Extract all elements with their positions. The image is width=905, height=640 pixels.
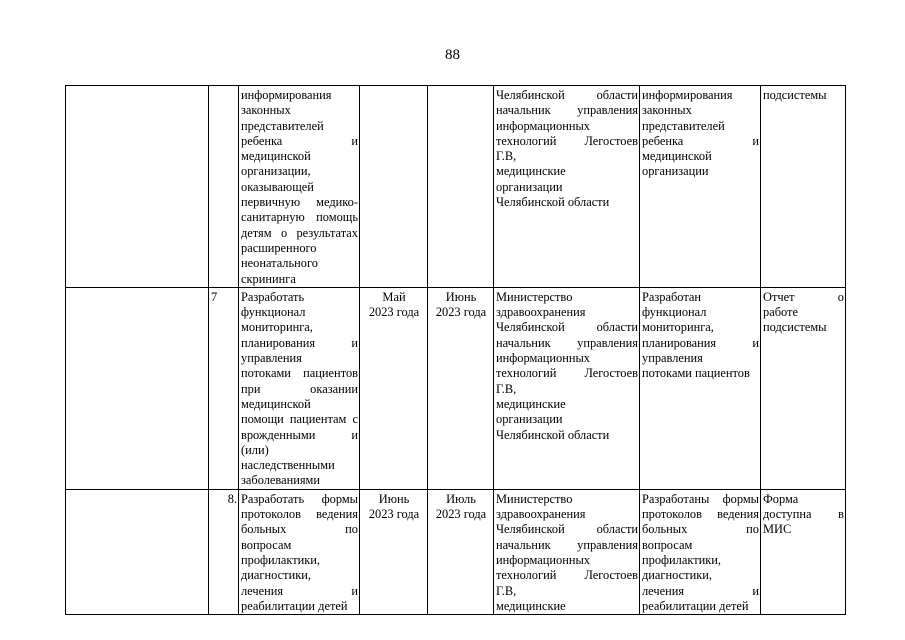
cell-line: больных по bbox=[241, 522, 358, 537]
task-cell bbox=[239, 287, 360, 489]
task-cell bbox=[239, 86, 360, 288]
report-cell bbox=[761, 287, 846, 489]
cell-line: Июль bbox=[446, 491, 476, 506]
cell-line: профилактики, bbox=[241, 552, 321, 567]
cell-line: санитарную помощь bbox=[241, 210, 358, 225]
cell-line: информирования bbox=[642, 88, 733, 102]
cell-line: законных bbox=[241, 103, 291, 118]
cell-line: планирования и bbox=[642, 335, 759, 350]
cell-line: Министерство bbox=[496, 289, 573, 304]
cell-line: функционал bbox=[241, 305, 306, 320]
cell-line: представителей bbox=[241, 118, 324, 133]
start-date-cell bbox=[360, 489, 428, 614]
cell-line: медицинские bbox=[496, 598, 566, 613]
cell-line: представителей bbox=[642, 118, 725, 133]
cell-line: начальник управления bbox=[496, 335, 638, 350]
responsible-cell bbox=[494, 489, 640, 614]
cell-line: Май bbox=[382, 289, 406, 304]
cell-line: наследственными bbox=[241, 458, 335, 473]
cell-line: информирования bbox=[241, 88, 332, 102]
cell-line: законных bbox=[642, 103, 692, 118]
cell-line: технологий Легостоев bbox=[496, 366, 638, 381]
responsible-cell bbox=[494, 86, 640, 288]
cell-line: ребенка и bbox=[241, 133, 358, 148]
cell-line: Разработать формы bbox=[241, 491, 358, 506]
cell-line: вопросам bbox=[642, 537, 693, 552]
cell-line: 2023 года bbox=[368, 507, 420, 522]
cell-line: мониторинга, bbox=[642, 320, 714, 335]
cell-line: Челябинской области bbox=[496, 427, 610, 442]
cell-line: Разработан bbox=[642, 289, 702, 304]
table-row bbox=[66, 489, 846, 614]
table-body bbox=[66, 86, 846, 615]
cell-line: Г.В, bbox=[496, 381, 517, 396]
cell-line: МИС bbox=[763, 522, 792, 537]
cell-line: подсистемы bbox=[763, 320, 827, 335]
cell-line: профилактики, bbox=[642, 552, 722, 567]
report-cell bbox=[761, 86, 846, 288]
cell-line: диагностики, bbox=[642, 568, 712, 583]
cell-line: функционал bbox=[642, 305, 707, 320]
cell-line: Июнь bbox=[378, 491, 410, 506]
cell-line: протоколов ведения bbox=[241, 507, 358, 522]
cell-line: заболеваниями bbox=[241, 473, 321, 488]
cell-line: лечения и bbox=[642, 583, 759, 598]
cell-line: здравоохранения bbox=[496, 507, 586, 522]
cell-line: 2023 года bbox=[368, 305, 420, 320]
cell-line: планирования и bbox=[241, 335, 358, 350]
cell-line: лечения и bbox=[241, 583, 358, 598]
cell-line: Челябинской области bbox=[496, 320, 638, 335]
row-number bbox=[209, 86, 239, 288]
cell-line: организации bbox=[496, 412, 563, 427]
cell-line: информационных bbox=[496, 351, 590, 366]
cell-line: работе bbox=[763, 305, 798, 320]
cell-line: доступна в bbox=[763, 507, 844, 522]
cell-line: Челябинской области bbox=[496, 195, 610, 210]
cell-line: помощи пациентам с bbox=[241, 412, 358, 427]
cell-line: оказывающей bbox=[241, 179, 314, 194]
cell-line: Разработаны формы bbox=[642, 491, 759, 506]
cell-line: мониторинга, bbox=[241, 320, 313, 335]
cell-line: подсистемы bbox=[763, 88, 827, 102]
cell-line: технологий Легостоев bbox=[496, 568, 638, 583]
table-row bbox=[66, 86, 846, 288]
cell-line: медицинские bbox=[496, 396, 566, 411]
activity-plan-table bbox=[65, 85, 846, 615]
cell-line: потоками пациентов bbox=[642, 366, 750, 381]
blank-cell bbox=[66, 86, 209, 288]
cell-line: Форма bbox=[763, 491, 799, 506]
start-date-cell bbox=[360, 287, 428, 489]
cell-line: вопросам bbox=[241, 537, 292, 552]
cell-line: детям о результатах bbox=[241, 225, 358, 240]
cell-line: при оказании bbox=[241, 381, 358, 396]
cell-line: начальник управления bbox=[496, 537, 638, 552]
result-cell bbox=[640, 287, 761, 489]
cell-line: здравоохранения bbox=[496, 305, 586, 320]
cell-line: реабилитации детей bbox=[241, 598, 348, 613]
cell-line: информационных bbox=[496, 552, 590, 567]
cell-line: управления bbox=[241, 351, 302, 366]
cell-line: технологий Легостоев bbox=[496, 133, 638, 148]
cell-line: 2023 года bbox=[435, 507, 487, 522]
cell-line: (или) bbox=[241, 442, 269, 457]
cell-line: Челябинской области bbox=[496, 88, 638, 102]
cell-line: скрининга bbox=[241, 271, 296, 286]
end-date-cell bbox=[428, 86, 494, 288]
blank-cell bbox=[66, 489, 209, 614]
cell-line: неонатального bbox=[241, 256, 318, 271]
cell-line: врожденными и bbox=[241, 427, 358, 442]
cell-line: информационных bbox=[496, 118, 590, 133]
cell-line: медицинские bbox=[496, 164, 566, 179]
cell-line: протоколов ведения bbox=[642, 507, 759, 522]
cell-line: первичную медико- bbox=[241, 195, 358, 210]
cell-line: Отчет о bbox=[763, 289, 844, 304]
start-date-cell bbox=[360, 86, 428, 288]
cell-line: Июнь bbox=[445, 289, 477, 304]
cell-line: Министерство bbox=[496, 491, 573, 506]
cell-line: Г.В, bbox=[496, 583, 517, 598]
cell-line: начальник управления bbox=[496, 103, 638, 118]
report-cell bbox=[761, 489, 846, 614]
row-number: 8. bbox=[209, 489, 239, 614]
page-number: 88 bbox=[445, 47, 460, 63]
cell-line: диагностики, bbox=[241, 568, 311, 583]
cell-line: 2023 года bbox=[435, 305, 487, 320]
cell-line: больных по bbox=[642, 522, 759, 537]
cell-line: медицинской bbox=[241, 149, 311, 164]
cell-line: реабилитации детей bbox=[642, 598, 749, 613]
cell-line: медицинской bbox=[642, 149, 712, 164]
blank-cell bbox=[66, 287, 209, 489]
task-cell bbox=[239, 489, 360, 614]
cell-line: Разработать bbox=[241, 289, 305, 304]
cell-line: медицинской bbox=[241, 396, 311, 411]
result-cell bbox=[640, 86, 761, 288]
row-number: 7 bbox=[209, 287, 239, 489]
cell-line: потоками пациентов bbox=[241, 366, 358, 381]
cell-line: Челябинской области bbox=[496, 522, 638, 537]
end-date-cell bbox=[428, 489, 494, 614]
cell-line: организации bbox=[496, 179, 563, 194]
responsible-cell bbox=[494, 287, 640, 489]
end-date-cell bbox=[428, 287, 494, 489]
table-row bbox=[66, 287, 846, 489]
cell-line: Г.В, bbox=[496, 149, 517, 164]
result-cell bbox=[640, 489, 761, 614]
cell-line: организации bbox=[642, 164, 709, 179]
cell-line: организации, bbox=[241, 164, 311, 179]
cell-line: расширенного bbox=[241, 240, 317, 255]
cell-line: управления bbox=[642, 351, 703, 366]
cell-line: ребенка и bbox=[642, 133, 759, 148]
